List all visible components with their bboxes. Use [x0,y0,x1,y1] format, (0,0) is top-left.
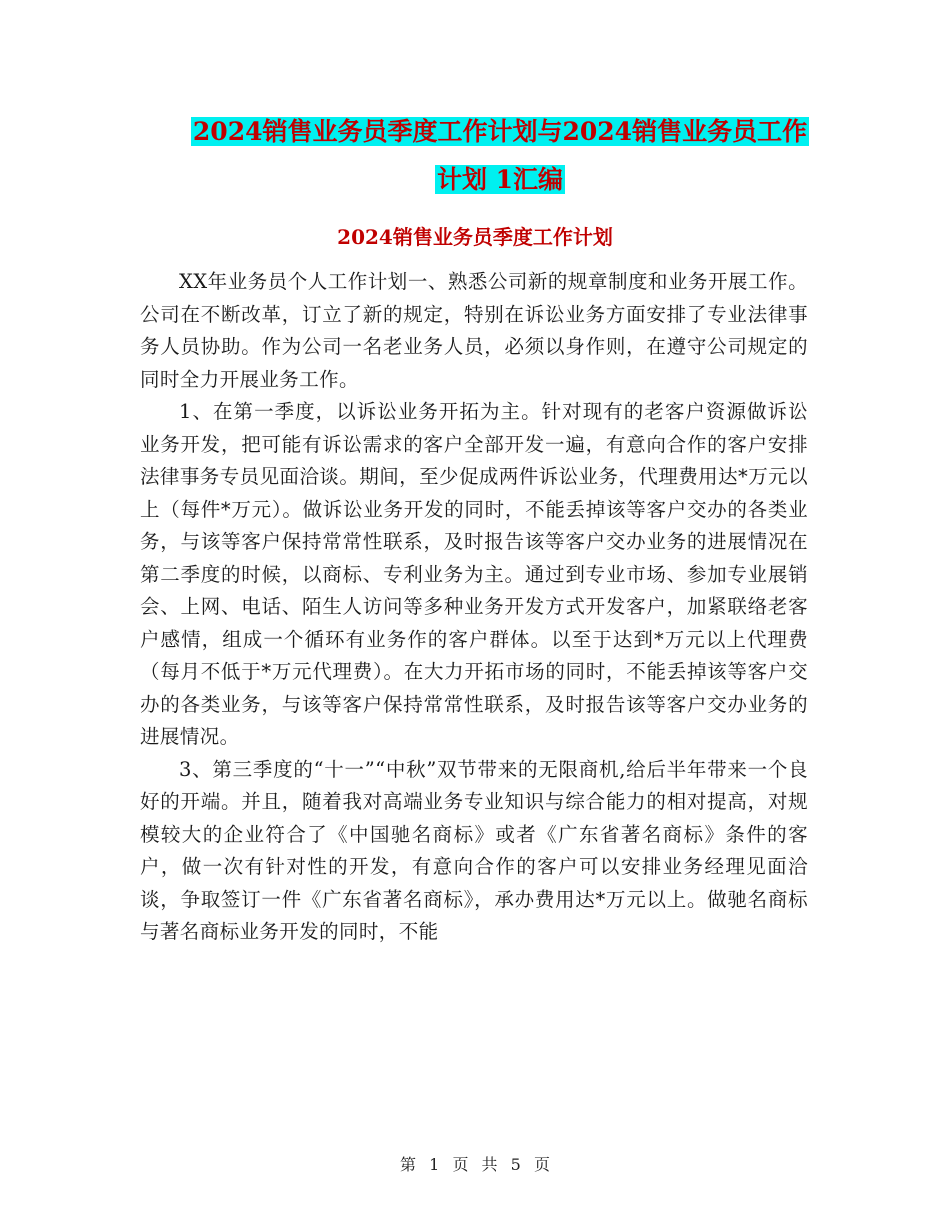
paragraph-q1-q2: 1、在第一季度，以诉讼业务开拓为主。针对现有的老客户资源做诉讼业务开发，把可能有诉讼需求的客户全部开发一遍，有意向合作的客户安排法律事务专员见面洽谈。期间，至少促成两件诉讼业务，代理费用达*万元以上（每件*万元）。做诉讼业务开发的同时，不能丢掉该等客户交办的各类业务，与该等客户保持常常性联系，及时报告该等客户交办业务的进展情况在第二季度的时候，以商标、专利业务为主。通过到专业市场、参加专业展销会、上网、电话、陌生人访问等多种业务开发方式开发客户，加紧联络老客户感情，组成一个循环有业务作的客户群体。以至于达到*万元以上代理费（每月不低于*万元代理费）。在大力开拓市场的同时，不能丢掉该等客户交办的各类业务，与该等客户保持常常性联系，及时报告该等客户交办业务的进展情况。 [140,400,808,748]
paragraph-intro: XX年业务员个人工作计划一、熟悉公司新的规章制度和业务开展工作。公司在不断改革，订立了新的规定，特别在诉讼业务方面安排了专业法律事务人员协助。作为公司一名老业务人员，必须以身作则，在遵守公司规定的同时全力开展业务工作。 [140,270,808,391]
document-body [140,266,808,949]
title-line-1: 2024销售业务员季度工作计划与2024销售业务员工作 [192,117,808,146]
title-line-2: 计划 1汇编 [436,165,564,194]
page-footer [0,1152,950,1175]
footer-total-pages: 5 [510,1155,521,1174]
section-heading: 2024销售业务员季度工作计划 [337,225,613,249]
paragraph-q3: 3、第三季度的“十一”“中秋”双节带来的无限商机,给后半年带来一个良好的开端。并且，随着我对高端业务专业知识与综合能力的相对提高，对规模较大的企业符合了《中国驰名商标》或者《广东省著名商标》条件的客户，做一次有针对性的开发，有意向合作的客户可以安排业务经理见面洽谈，争取签订一件《广东省著名商标》，承办费用达*万元以上。做驰名商标与著名商标业务开发的同时，不能 [140,757,808,943]
footer-label-unit-2: 页 [533,1155,550,1174]
footer-label-total: 共 [481,1155,498,1174]
footer-label-unit: 页 [452,1155,469,1174]
document-title [140,108,860,204]
footer-label-page: 第 [400,1155,417,1174]
footer-current-page: 1 [429,1155,440,1174]
